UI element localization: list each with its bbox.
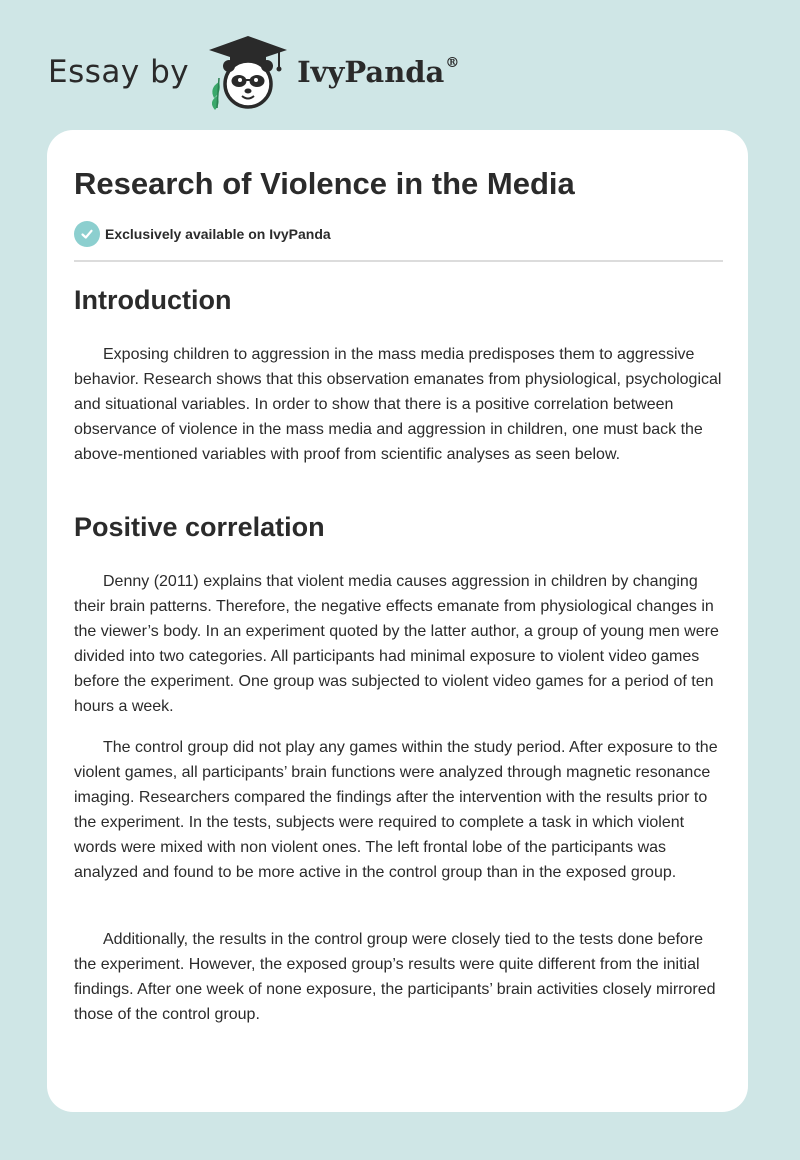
badge-text: Exclusively available on IvyPanda xyxy=(105,226,331,242)
section-heading-introduction: Introduction xyxy=(74,285,232,315)
check-icon xyxy=(74,221,100,247)
brand-name xyxy=(297,55,459,89)
brand-prefix: Essay by xyxy=(48,54,190,90)
paragraph: The control group did not play any games within the study period. After exposure to the violent games, all participants’ brain functions were analyzed through magnetic resonance imaging. Researchers compared the findings after the intervention with the results prior to the experiment. In the tests, subjects were required to complete a task in which violent words were mixed with non violent ones. The left frontal lobe of the participants was analyzed and found to be more active in the control group than in the exposed group. xyxy=(74,739,718,881)
registered-mark: ® xyxy=(445,55,460,72)
paragraph: Additionally, the results in the control group were closely tied to the tests done before the experiment. However, the exposed group’s results were quite different from the initial findings. After one week of none exposure, the participants’ brain activities closely mirrored those of the control group. xyxy=(74,931,716,1023)
paragraph: Denny (2011) explains that violent media causes aggression in children by changing their brain patterns. Therefore, the negative effects emanate from physiological changes in the viewer’s body. In an experiment quoted by the latter author, a group of young men were divided into two categories. All participants had minimal exposure to violent video games before the experiment. One group was subjected to violent video games for a period of ten hours a week. xyxy=(74,573,719,715)
section-heading-positive-correlation: Positive correlation xyxy=(74,512,325,542)
article-title: Research of Violence in the Media xyxy=(74,166,575,201)
panda-logo-icon xyxy=(205,34,291,110)
paragraph: Exposing children to aggression in the mass media predisposes them to aggressive behavior. Research shows that this observation emanates from physiological, psychological and situational variables. In order to show that there is a positive correlation between observance of violence in the mass media and aggression in children, one must back the above-mentioned variables with proof from scientific analyses as seen below. xyxy=(74,346,722,463)
exclusive-badge xyxy=(74,221,331,247)
brand-name-text: IvyPanda xyxy=(297,55,445,89)
brand-header[interactable] xyxy=(48,34,459,110)
article-card xyxy=(47,130,748,1112)
title-divider xyxy=(74,260,723,262)
